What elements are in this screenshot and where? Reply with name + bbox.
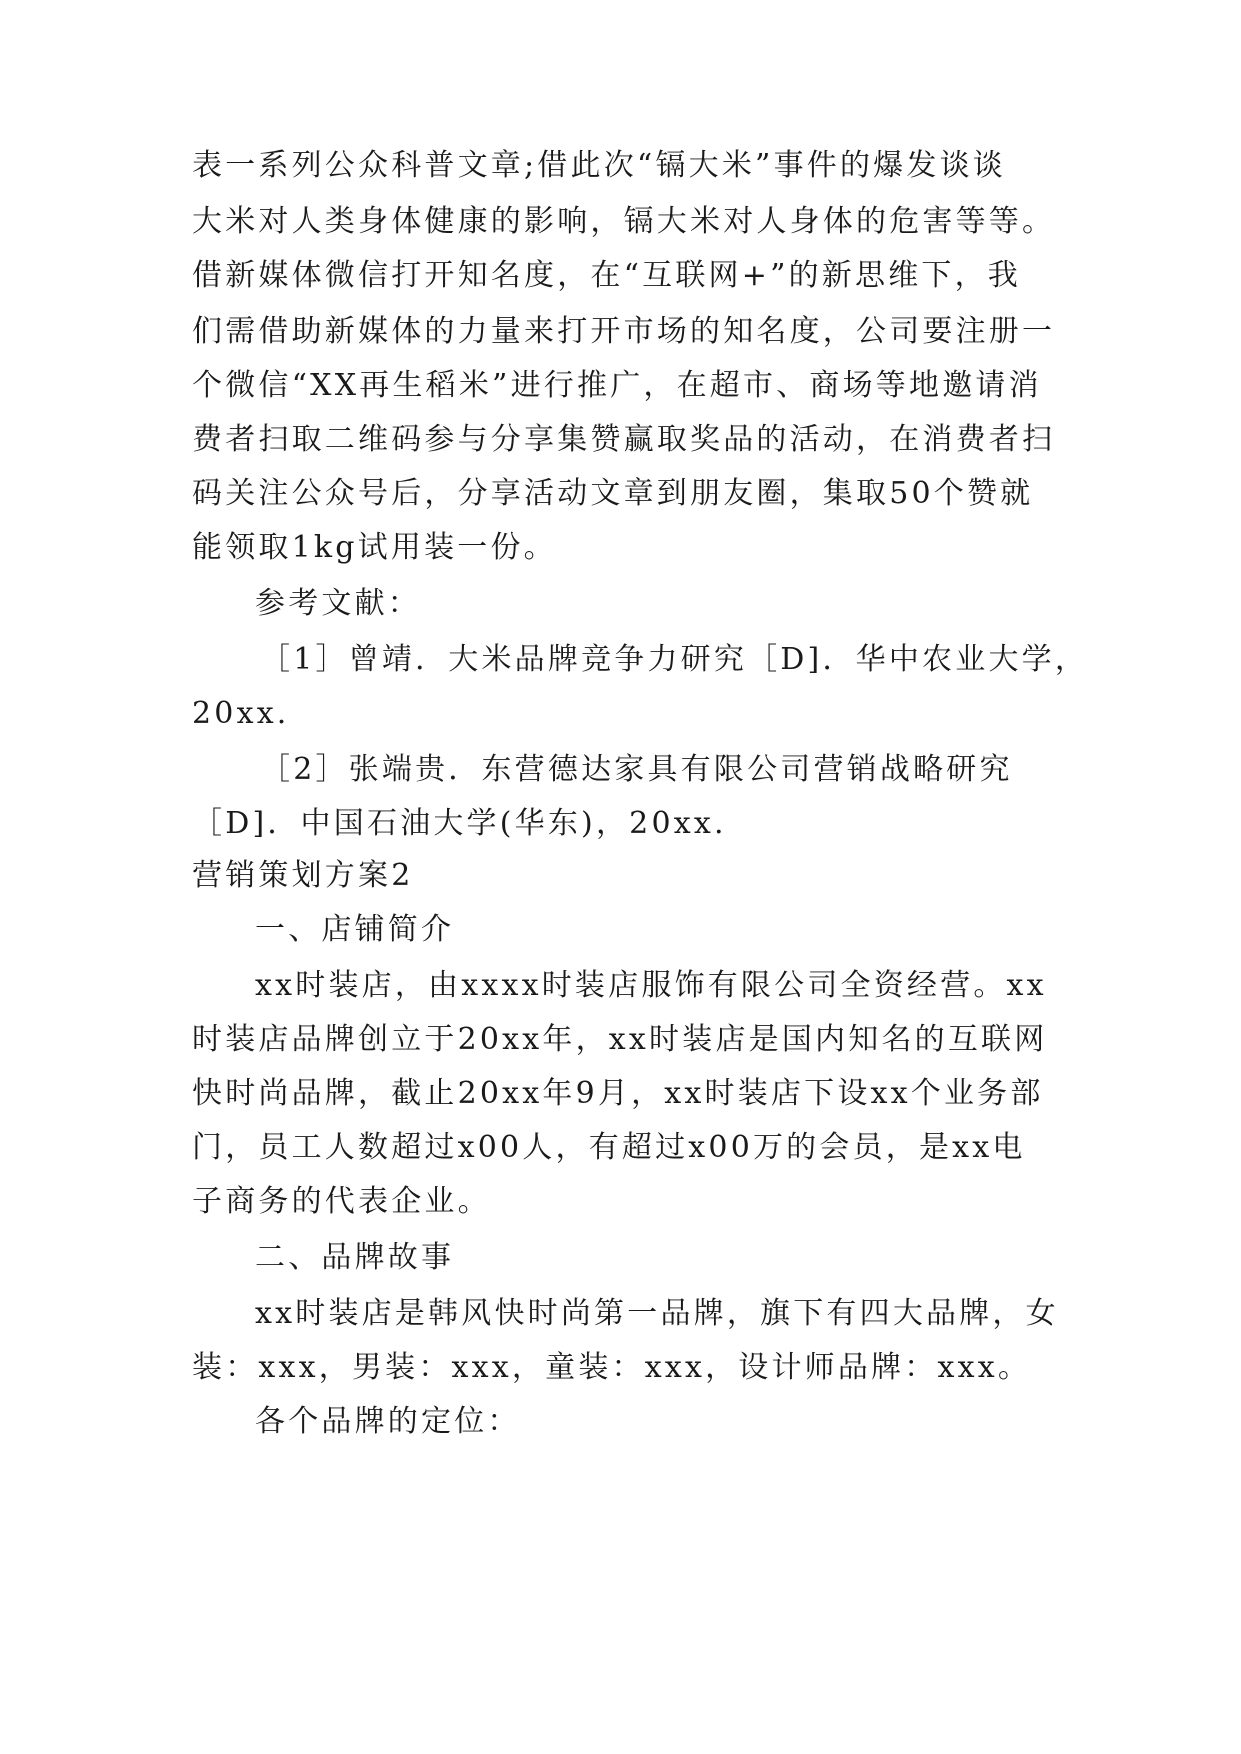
body-text-line: xx时装店是韩风快时尚第一品牌，旗下有四大品牌，女 bbox=[255, 1296, 1059, 1331]
body-text-line: 子商务的代表企业。 bbox=[192, 1184, 491, 1219]
body-text-line: 码关注公众号后，分享活动文章到朋友圈，集取50个赞就 bbox=[192, 476, 1034, 511]
references-heading: 参考文献： bbox=[255, 586, 421, 621]
body-text-line: xx时装店，由xxxx时装店服饰有限公司全资经营。xx bbox=[255, 968, 1047, 1003]
reference-item-1: ［1］曾靖．大米品牌竞争力研究［D]．华中农业大学， bbox=[260, 642, 1089, 677]
body-text-line: 各个品牌的定位： bbox=[255, 1404, 521, 1439]
subheading-brand-story: 二、品牌故事 bbox=[255, 1240, 455, 1275]
section-title: 营销策划方案2 bbox=[192, 858, 414, 893]
subheading-store-intro: 一、店铺简介 bbox=[255, 912, 455, 947]
body-text-line: 装：xxx，男装：xxx，童装：xxx，设计师品牌：xxx。 bbox=[192, 1350, 1032, 1385]
body-text-line: 时装店品牌创立于20xx年，xx时装店是国内知名的互联网 bbox=[192, 1022, 1048, 1057]
body-text-line: 大米对人类身体健康的影响，镉大米对人身体的危害等等。 bbox=[192, 204, 1056, 239]
reference-item-1-continuation: 20xx. bbox=[192, 696, 290, 731]
body-text-line: 们需借助新媒体的力量来打开市场的知名度，公司要注册一 bbox=[192, 314, 1056, 349]
reference-item-2-continuation: ［D]．中国石油大学(华东)，20xx. bbox=[192, 806, 727, 841]
body-text-line: 借新媒体微信打开知名度，在“互联网+”的新思维下，我 bbox=[192, 258, 1022, 293]
body-text-line: 能领取1kg试用装一份。 bbox=[192, 530, 557, 565]
body-text-line: 门，员工人数超过x00人，有超过x00万的会员，是xx电 bbox=[192, 1130, 1026, 1165]
body-text-line: 快时尚品牌，截止20xx年9月，xx时装店下设xx个业务部 bbox=[192, 1076, 1044, 1111]
body-text-line: 费者扫取二维码参与分享集赞赢取奖品的活动，在消费者扫 bbox=[192, 422, 1056, 457]
body-text-line: 表一系列公众科普文章;借此次“镉大米”事件的爆发谈谈 bbox=[192, 148, 1006, 183]
body-text-line: 个微信“XX再生稻米”进行推广，在超市、商场等地邀请消 bbox=[192, 368, 1042, 403]
reference-item-2: ［2］张端贵．东营德达家具有限公司营销战略研究 bbox=[260, 752, 1013, 787]
